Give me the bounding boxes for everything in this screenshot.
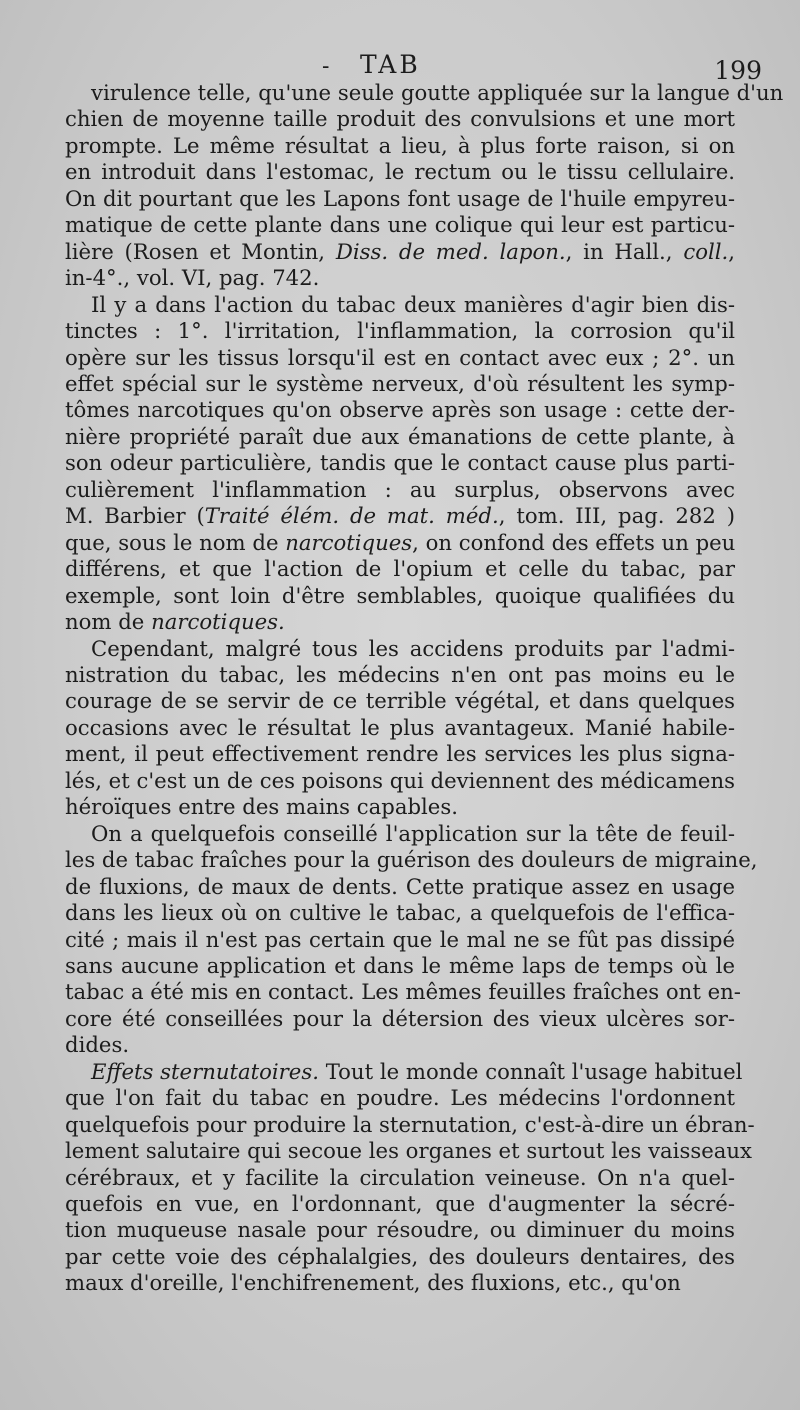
text-run: Cependant, malgré tous les accidens produits par l'admi-: [91, 635, 735, 661]
text-run: exemple, sont loin d'être semblables, quoique qualifiées du: [65, 582, 735, 608]
header-title: TAB: [360, 50, 421, 79]
text-run: effet spécial sur le système nerveux, d'où résultent les symp-: [65, 370, 735, 396]
text-line: [65, 186, 735, 212]
text-run: matique de cette plante dans une colique qui leur est particu-: [65, 212, 735, 238]
text-line: [65, 345, 735, 371]
italic-text: coll.: [683, 238, 729, 264]
text-run: culièrement l'inflammation : au surplus, observons avec: [65, 476, 735, 502]
text-line: [65, 133, 735, 159]
text-line: [65, 397, 735, 423]
text-run: ment, il peut effectivement rendre les services les plus signa-: [65, 741, 735, 767]
paragraph: [65, 636, 735, 821]
text-run: nistration du tabac, les médecins n'en ont pas moins eu le: [65, 661, 735, 687]
text-line: [65, 715, 735, 741]
text-line: [65, 239, 735, 265]
text-line: [65, 292, 735, 318]
text-run: son odeur particulière, tandis que le contact cause plus parti-: [65, 450, 735, 476]
italic-text: narcotiques: [285, 529, 413, 555]
text-run: Tout le monde connaît l'usage habituel: [318, 1058, 743, 1084]
text-line: [65, 741, 735, 767]
text-line: [65, 477, 735, 503]
text-line: [65, 1270, 735, 1296]
text-run: , on confond des effets un peu: [412, 529, 736, 555]
text-run: cité ; mais il n'est pas certain que le mal ne se fût pas dissipé: [65, 926, 735, 952]
text-line: [65, 1111, 755, 1138]
text-line: [65, 265, 735, 291]
text-run: lière (Rosen et Montin,: [65, 238, 336, 264]
text-line: [65, 688, 735, 714]
text-line: [65, 768, 735, 794]
text-line: [65, 556, 735, 582]
text-run: On dit pourtant que les Lapons font usage de l'huile empyreu-: [65, 185, 735, 211]
text-line: [65, 953, 735, 979]
paragraph: [65, 1058, 755, 1297]
text-line: [65, 636, 735, 662]
text-run: cérébraux, et y facilite la circulation veineuse. On n'a quel-: [65, 1164, 735, 1190]
text-run: quefois en vue, en l'ordonnant, que d'augmenter la sécré-: [65, 1191, 735, 1217]
text-run: sans aucune application et dans le même laps de temps où le: [65, 952, 735, 978]
italic-text: Traité élém. de mat. méd.: [204, 503, 499, 529]
text-run: occasions avec le résultat le plus avantageux. Manié habile-: [65, 714, 735, 740]
text-line: [65, 794, 735, 820]
text-line: [65, 1244, 735, 1270]
text-run: M. Barbier (: [65, 503, 205, 529]
text-line: [65, 106, 735, 132]
text-run: chien de moyenne taille produit des convulsions et une mort: [65, 106, 735, 132]
text-line: [65, 1138, 752, 1164]
text-line: [65, 662, 735, 688]
body-text: [65, 80, 784, 1297]
text-line: [65, 1032, 735, 1058]
text-run: nom de: [65, 609, 152, 635]
text-line: [65, 1085, 735, 1111]
text-run: que l'on fait du tabac en poudre. Les médecins l'ordonnent: [65, 1085, 735, 1111]
text-run: tabac a été mis en contact. Les mêmes feuilles fraîches ont en-: [65, 979, 741, 1005]
text-line: [65, 900, 735, 926]
text-line: [65, 1058, 743, 1085]
text-line: [65, 1165, 735, 1191]
text-line: [65, 821, 735, 847]
text-run: in-4°., vol. VI, pag. 742.: [65, 265, 320, 291]
text-line: [65, 609, 735, 635]
text-run: en introduit dans l'estomac, le rectum ou le tissu cellulaire.: [65, 159, 735, 185]
italic-text: Effets sternutatoires.: [91, 1058, 319, 1084]
text-line: [65, 212, 735, 238]
text-run: prompte. Le même résultat a lieu, à plus forte raison, si on: [65, 132, 735, 158]
text-run: ,: [728, 238, 735, 264]
text-line: [65, 874, 735, 900]
text-run: dans les lieux où on cultive le tabac, a quelquefois de l'effica-: [65, 900, 735, 926]
text-run: de fluxions, de maux de dents. Cette pratique assez en usage: [65, 873, 735, 899]
text-line: [65, 159, 735, 185]
page-number: 199: [714, 56, 762, 85]
text-run: nière propriété paraît due aux émanations de cette plante, à: [65, 423, 735, 449]
text-run: virulence telle, qu'une seule goutte appliquée sur la langue d'un: [91, 80, 784, 105]
text-line: [65, 450, 735, 476]
text-line: [65, 1217, 735, 1243]
text-run: On a quelquefois conseillé l'application sur la tête de feuil-: [91, 820, 735, 846]
text-run: Il y a dans l'action du tabac deux manières d'agir bien dis-: [91, 291, 735, 317]
text-line: [65, 80, 784, 106]
header-dash: -: [322, 54, 330, 79]
text-line: [65, 583, 735, 609]
paragraph: [65, 820, 758, 1059]
text-line: [65, 1191, 735, 1217]
text-run: courage de se servir de ce terrible végétal, et dans quelques: [65, 688, 735, 714]
text-line: [65, 847, 758, 873]
text-run: tinctes : 1°. l'irritation, l'inflammation, la corrosion qu'il: [65, 318, 735, 344]
text-run: core été conseillées pour la détersion des vieux ulcères sor-: [65, 1005, 735, 1031]
text-run: les de tabac fraîches pour la guérison des douleurs de migraine,: [65, 847, 758, 873]
paragraph: [65, 292, 735, 636]
text-run: tômes narcotiques qu'on observe après son usage : cette der-: [65, 397, 735, 423]
text-line: [65, 927, 735, 953]
text-run: quelquefois pour produire la sternutation, c'est-à-dire un ébran-: [65, 1111, 755, 1137]
text-run: lés, et c'est un de ces poisons qui deviennent des médicamens: [65, 767, 735, 793]
text-run: héroïques entre des mains capables.: [65, 794, 458, 820]
text-run: maux d'oreille, l'enchifrenement, des fluxions, etc., qu'on: [65, 1270, 681, 1296]
text-run: opère sur les tissus lorsqu'il est en contact avec eux ; 2°. un: [65, 344, 735, 370]
text-line: [65, 318, 735, 344]
paragraph: [65, 80, 784, 292]
italic-text: Diss. de med. lapon.: [335, 238, 566, 264]
text-run: différens, et que l'action de l'opium et celle du tabac, par: [65, 556, 735, 582]
text-run: , in Hall.,: [565, 238, 684, 264]
text-line: [65, 530, 735, 556]
text-run: par cette voie des céphalalgies, des douleurs dentaires, des: [65, 1243, 735, 1269]
italic-text: narcotiques.: [151, 609, 285, 635]
text-run: dides.: [65, 1032, 130, 1058]
text-line: [65, 424, 735, 450]
text-line: [65, 1006, 735, 1032]
text-run: lement salutaire qui secoue les organes et surtout les vaisseaux: [65, 1138, 752, 1164]
text-line: [65, 371, 735, 397]
text-line: [65, 503, 735, 529]
text-run: que, sous le nom de: [65, 529, 286, 555]
text-run: , tom. III, pag. 282 ): [498, 503, 735, 529]
text-run: tion muqueuse nasale pour résoudre, ou diminuer du moins: [65, 1217, 735, 1243]
text-line: [65, 979, 741, 1005]
